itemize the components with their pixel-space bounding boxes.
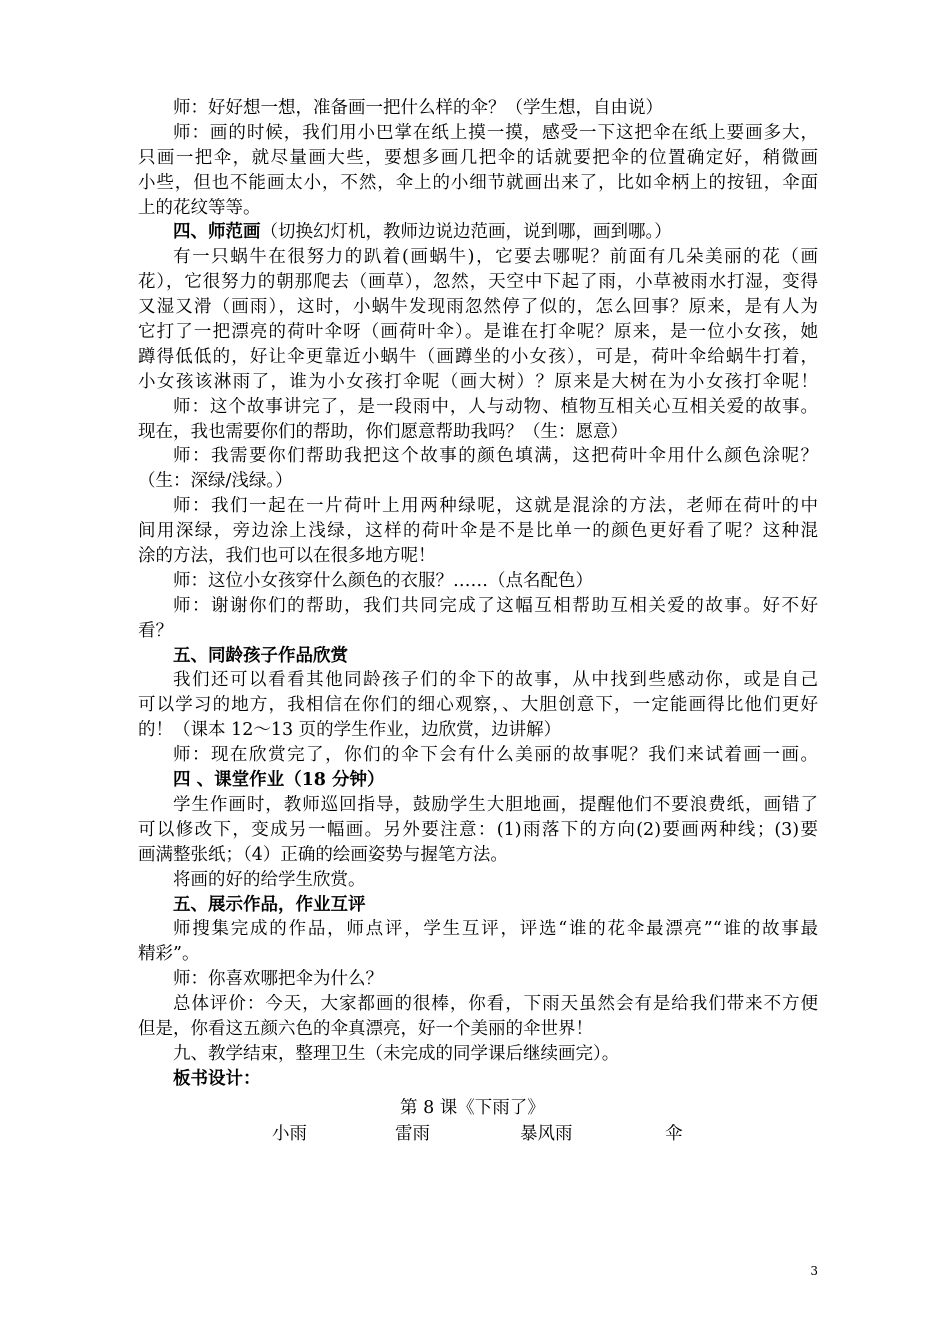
section-heading-label: 四、师范画 [173,222,261,243]
paragraph-line: 师：画的时候，我们用小巴掌在纸上摸一摸，感受一下这把伞在纸上要画多大， [173,122,818,143]
paragraph-line: 师：你喜欢哪把伞为什么？ [173,969,383,990]
board-design-title: 第 8 课《下雨了》 [400,1098,545,1118]
board-item: 小雨 [272,1124,307,1144]
paragraph-line: 师：我需要你们帮助我把这个故事的颜色填满，这把荷叶伞用什么颜色涂呢？ [173,446,818,467]
paragraph-line: 学生作画时，教师巡回指导，鼓励学生大胆地画，提醒他们不要浪费纸，画错了 [173,794,818,815]
section-heading-demo [138,220,818,245]
document-body [138,96,818,1092]
paragraph-line: 小女孩该淋雨了，谁为小女孩打伞呢（画大树）？原来是大树在为小女孩打伞呢！ [138,371,818,392]
paragraph-line: 又湿又滑（画雨），这时，小蜗牛发现雨忽然停了似的，怎么回事？原来，是有人为 [138,297,818,318]
page-number: 3 [810,1264,818,1278]
paragraph-line: 现在，我也需要你们的帮助，你们愿意帮助我吗？（生：愿意） [138,421,628,442]
paragraph-line: 可以修改下，变成另一幅画。另外要注意：(1)雨落下的方向(2)要画两种线；(3)要 [138,819,818,840]
section-heading: 五、同龄孩子作品欣赏 [173,645,348,666]
paragraph-line: 的！（课本 12～13 页的学生作业，边欣赏，边讲解） [138,720,562,741]
paragraph-line: 间用深绿，旁边涂上浅绿，这样的荷叶伞是不是比单一的颜色更好看了呢？这种混 [138,521,818,542]
paragraph-line: 蹲得低低的，好让伞更靠近小蜗牛（画蹲坐的小女孩），可是，荷叶伞给蜗牛打着， [138,346,818,367]
paragraph-line: 上的花纹等等。 [138,197,261,218]
paragraph-line: 画满整张纸；（4）正确的绘画姿势与握笔方法。 [138,844,508,865]
paragraph-line: 将画的好的给学生欣赏。 [173,869,366,890]
paragraph-line: 师：这个故事讲完了，是一段雨中，人与动物、植物互相关心互相关爱的故事。 [173,396,818,417]
paragraph-line: 涂的方法，我们也可以在很多地方呢！ [138,546,436,567]
paragraph-line: 只画一把伞，就尽量画大些，要想多画几把伞的话就要把伞的位置确定好，稍微画 [138,147,818,168]
paragraph-line: 看？ [138,620,173,641]
paragraph-line: 可以学习的地方，我相信在你们的细心观察，、大胆创意下，一定能画得比他们更好 [138,695,818,716]
paragraph-line: 精彩”。 [138,944,200,965]
section-heading: 板书设计： [173,1068,261,1089]
section-heading: 五、展示作品，作业互评 [173,894,366,915]
section-heading-note: （切换幻灯机，教师边说边范画，说到哪，画到哪。） [260,222,672,243]
paragraph-line: 但是，你看这五颜六色的伞真漂亮，好一个美丽的伞世界！ [138,1018,593,1039]
paragraph-line: 师：好好想一想，准备画一把什么样的伞？（学生想，自由说） [173,98,663,118]
board-item: 伞 [665,1124,683,1144]
paragraph-line: 师：现在欣赏完了，你们的伞下会有什么美丽的故事呢？我们来试着画一画。 [173,745,818,766]
paragraph-line: 小些，但也不能画太小，不然，伞上的小细节就画出来了，比如伞柄上的按钮，伞面 [138,172,818,193]
paragraph-line: 师：谢谢你们的帮助，我们共同完成了这幅互相帮助互相关爱的故事。好不好 [173,595,818,616]
paragraph-line: 师：我们一起在一片荷叶上用两种绿呢，这就是混涂的方法，老师在荷叶的中 [173,496,818,517]
paragraph-line: 九、教学结束，整理卫生（未完成的同学课后继续画完）。 [173,1043,620,1064]
paragraph-line: 师搜集完成的作品，师点评，学生互评，评选“谁的花伞最漂亮”“谁的故事最 [173,919,818,940]
board-item: 暴风雨 [520,1124,573,1144]
board-item: 雷雨 [395,1124,430,1144]
paragraph-line: （生：深绿/浅绿。） [138,471,293,492]
section-heading: 四 、课堂作业（18 分钟） [173,770,385,791]
paragraph-line: 总体评价：今天，大家都画的很棒，你看，下雨天虽然会有是给我们带来不方便 [173,994,818,1015]
paragraph-line: 有一只蜗牛在很努力的趴着(画蜗牛)，它要去哪呢？前面有几朵美丽的花（画 [173,247,818,268]
paragraph-line: 花），它很努力的朝那爬去（画草），忽然，天空中下起了雨，小草被雨水打湿，变得 [138,272,818,293]
paragraph-line: 它打了一把漂亮的荷叶伞呀（画荷叶伞）。是谁在打伞呢？原来，是一位小女孩，她 [138,322,818,343]
paragraph-line: 师：这位小女孩穿什么颜色的衣服？……（点名配色） [173,570,593,591]
paragraph-line: 我们还可以看看其他同龄孩子们的伞下的故事，从中找到些感动你，或是自己 [173,670,818,691]
